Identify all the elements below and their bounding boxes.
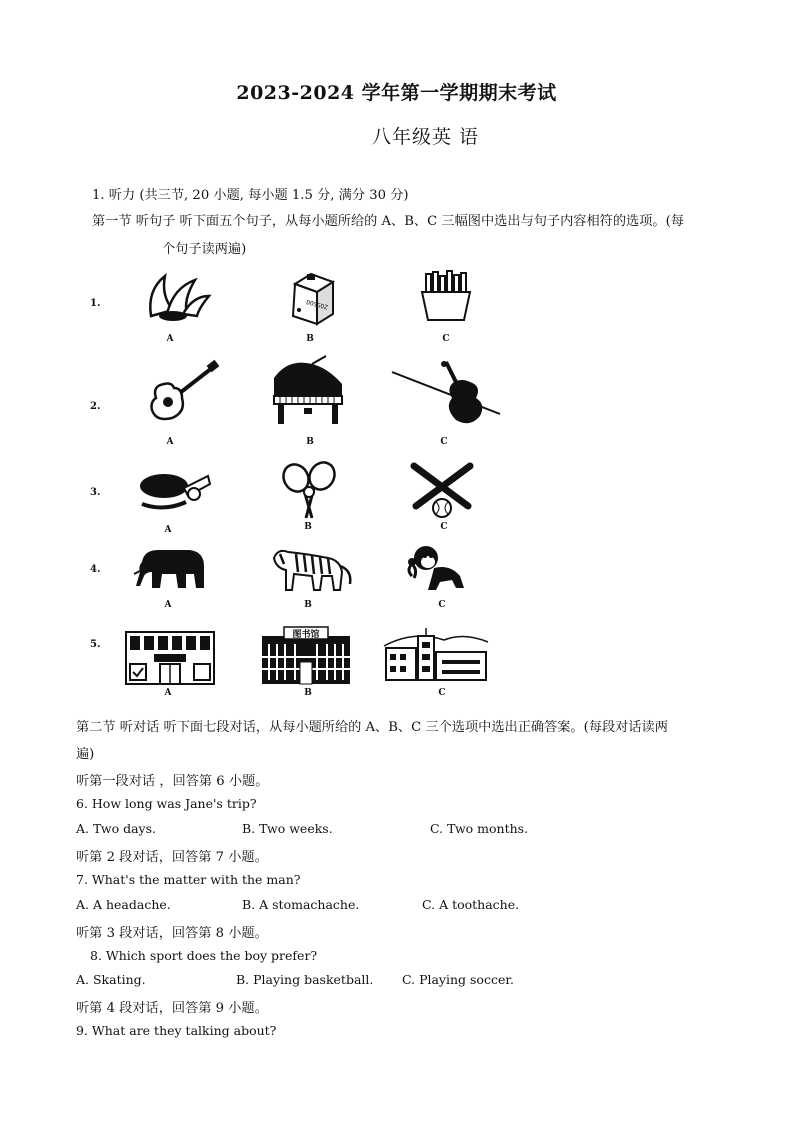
picture-question-number-3: 3. <box>90 487 101 498</box>
tiger-icon <box>268 544 354 594</box>
answer-option-8a: A. Skating. <box>76 972 146 987</box>
dialog-question-7: 7. What's the matter with the man? <box>76 872 301 887</box>
milk-carton-icon <box>285 270 340 326</box>
section1-instruction-1: 第一节 听句子 听下面五个句子，从每小题所给的 A、B、C 三幅图中选出与句子内容相符的选项。(每 <box>92 214 684 229</box>
factory-buildings-icon <box>384 626 490 682</box>
option-label-4a: A <box>164 600 172 610</box>
option-label-5a: A <box>164 688 172 698</box>
option-label-3a: A <box>164 525 172 535</box>
section2-instruction-2: 遍) <box>76 747 95 762</box>
ping-pong-icon <box>138 470 212 514</box>
option-label-1c: C <box>442 334 450 344</box>
option-label-5b: B <box>304 688 312 698</box>
answer-option-8c: C. Playing soccer. <box>402 972 514 987</box>
answer-option-6c: C. Two months. <box>430 821 529 836</box>
option-label-4b: B <box>304 600 312 610</box>
library-sign-text: 图书馆 <box>292 630 320 640</box>
option-label-2b: B <box>306 437 314 447</box>
baseball-bats-icon <box>408 462 476 520</box>
section1-heading: 1. 听力 (共三节, 20 小题, 每小题 1.5 分, 满分 30 分) <box>92 188 409 203</box>
elephant-icon <box>132 546 208 590</box>
piano-icon <box>268 356 346 428</box>
picture-question-number-5: 5. <box>90 639 101 650</box>
picture-question-number-2: 2. <box>90 401 101 412</box>
answer-option-6a: A. Two days. <box>76 821 156 836</box>
milk-carton-text: DOSGOZ <box>305 299 329 312</box>
dialog-question-8: 8. Which sport does the boy prefer? <box>90 948 318 963</box>
library-building-icon <box>260 626 352 686</box>
exam-subtitle: 八年级英 语 <box>372 126 480 148</box>
dialog-question-9: 9. What are they talking about? <box>76 1023 277 1038</box>
option-label-2c: C <box>440 437 448 447</box>
answer-option-7b: B. A stomachache. <box>242 897 360 912</box>
picture-question-number-4: 4. <box>90 564 101 575</box>
dialog-intro-4: 听第 4 段对话，回答第 9 小题。 <box>76 1001 268 1016</box>
option-label-1b: B <box>306 334 314 344</box>
monkey-icon <box>404 542 474 594</box>
banana-icon <box>143 270 213 322</box>
answer-option-7c: C. A toothache. <box>422 897 520 912</box>
store-building-icon <box>124 630 216 686</box>
answer-option-7a: A. A headache. <box>76 897 171 912</box>
dialog-question-6: 6. How long was Jane's trip? <box>76 796 257 811</box>
option-label-4c: C <box>438 600 446 610</box>
section2-instruction-1: 第二节 听对话 听下面七段对话，从每小题所给的 A、B、C 三个选项中选出正确答案。(每段对话读两 <box>76 720 668 735</box>
section1-instruction-2: 个句子读两遍) <box>162 242 247 257</box>
option-label-1a: A <box>166 334 174 344</box>
violin-icon <box>390 358 502 428</box>
answer-option-6b: B. Two weeks. <box>242 821 333 836</box>
picture-question-number-1: 1. <box>90 298 101 309</box>
exam-title: 2023-2024 学年第一学期期末考试 <box>236 82 557 104</box>
option-label-3c: C <box>440 522 448 532</box>
dialog-intro-3: 听第 3 段对话，回答第 8 小题。 <box>76 926 268 941</box>
option-label-3b: B <box>304 522 312 532</box>
option-label-5c: C <box>438 688 446 698</box>
dialog-intro-1: 听第一段对话 ，回答第 6 小题。 <box>76 774 269 789</box>
guitar-icon <box>146 362 221 424</box>
dialog-intro-2: 听第 2 段对话，回答第 7 小题。 <box>76 850 268 865</box>
option-label-2a: A <box>166 437 174 447</box>
answer-option-8b: B. Playing basketball. <box>236 972 374 987</box>
tennis-rackets-icon <box>278 462 340 522</box>
french-fries-icon <box>418 270 473 322</box>
